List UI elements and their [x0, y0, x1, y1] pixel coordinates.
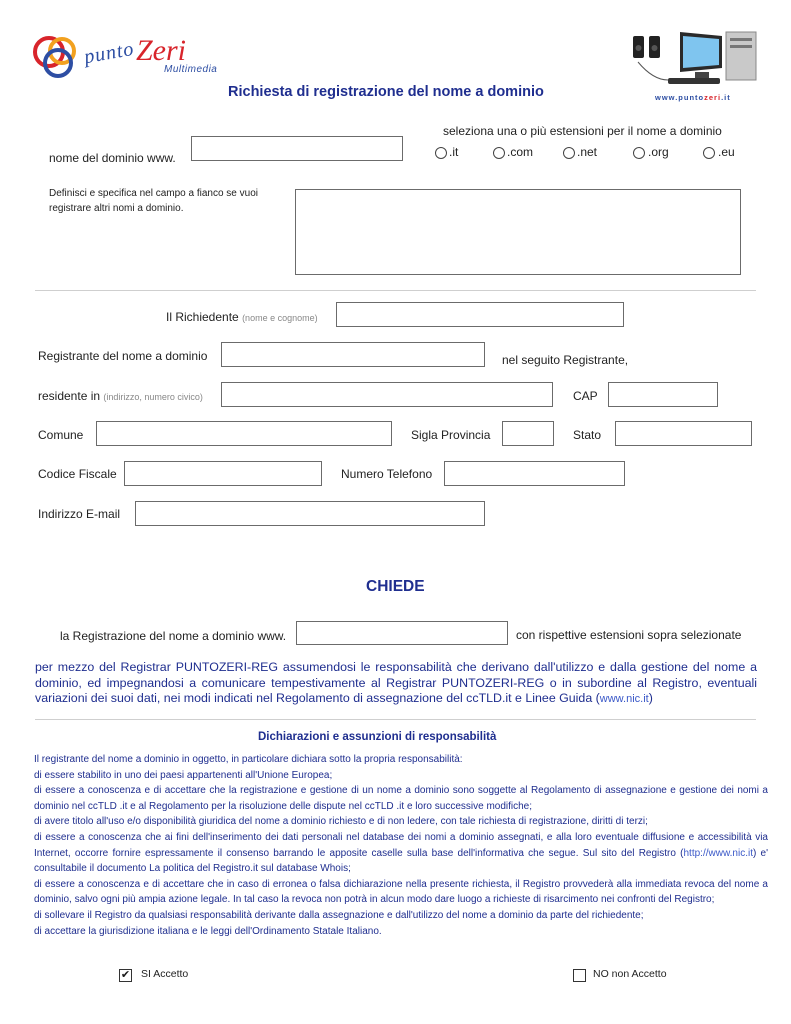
- ext-it-label: .it: [449, 145, 459, 159]
- telefono-input[interactable]: [444, 461, 625, 486]
- ext-net-label: .net: [577, 145, 598, 159]
- registrante-input[interactable]: [221, 342, 485, 367]
- other-domains-label: Definisci e specifica nel campo a fianco se vuoi registrare altri nomi a dominio.: [49, 188, 258, 214]
- declaration-item: di accettare la giurisdizione italiana e le leggi dell'Ordinamento Statale Italiano.: [34, 925, 382, 937]
- radio-ext-com[interactable]: [493, 147, 505, 159]
- other-domains-textarea[interactable]: [295, 189, 741, 275]
- ext-com-label: .com: [507, 145, 534, 159]
- ext-org-label: .org: [648, 145, 669, 159]
- radio-ext-eu[interactable]: [703, 147, 715, 159]
- declaration-item: di essere stabilito in uno dei paesi appartenenti all'Unione Europea;: [34, 769, 333, 781]
- codice-fiscale-input[interactable]: [124, 461, 322, 486]
- declaration-item: di sollevare il Registro da qualsiasi responsabilità derivante dalla assegnazione e dall'utilizzo del nome a dominio da parte del richiedente;: [34, 909, 644, 921]
- logo: [32, 30, 232, 90]
- richiedente-input[interactable]: [336, 302, 624, 327]
- declaration-item: di essere a conoscenza e di accettare che in caso di erronea o falsa dichiarazione nella presente richiesta, il Registro provvederà alla immediata revoca del nome a dominio, salvo ogni più ampia azione legale. In tal caso la revoca non potrà in alcun modo dare luogo a richieste di risarcimento nei confronti del Registro;: [34, 878, 768, 906]
- extensions-prompt: seleziona una o più estensioni per il nome a dominio: [443, 124, 722, 138]
- richiedente-label: [166, 310, 318, 324]
- logo-word-zeri: Zeri: [136, 34, 187, 67]
- divider: [35, 719, 756, 720]
- comune-label: Comune: [38, 428, 84, 442]
- accept-label: SI Accetto: [141, 968, 189, 980]
- website-suffix: .it: [721, 93, 731, 102]
- richiedente-text: Il Richiedente: [166, 310, 239, 324]
- richiedente-hint: (nome e cognome): [242, 313, 318, 323]
- page-title: Richiesta di registrazione del nome a dominio: [228, 84, 544, 100]
- logo-word-punto: punto: [82, 37, 137, 69]
- cap-label: CAP: [573, 389, 598, 403]
- nic-url-link[interactable]: http://www.nic.it: [683, 847, 753, 859]
- website-brand: zeri: [704, 93, 722, 102]
- computer-illustration: [628, 28, 763, 88]
- residente-input[interactable]: [221, 382, 553, 407]
- radio-ext-net[interactable]: [563, 147, 575, 159]
- computer-icon: [628, 28, 763, 88]
- declarations-heading: Dichiarazioni e assunzioni di responsabilità: [258, 731, 497, 743]
- stato-label: Stato: [573, 428, 602, 442]
- request-paragraph-text: per mezzo del Registrar PUNTOZERI-REG assumendosi le responsabilità che derivano dall'utilizzo e dalla gestione del nome a dominio, ed impegnandosi a comunicare tempestivamente al Registrar PUNTOZERI-REG o in subordine al Registro, eventuali variazioni dei suoi dati, nei modi indicati nel Regolamento di assegnazione del ccTLD.it e Linee Guida (: [35, 660, 757, 705]
- privacy-end: ) e' consultabile il documento La politica del Registro.it sul database Whois;: [34, 847, 768, 875]
- email-input[interactable]: [135, 501, 485, 526]
- website-prefix: www.punto: [655, 93, 705, 102]
- logo-rings-icon: [32, 32, 82, 84]
- accept-checkbox[interactable]: [119, 969, 132, 982]
- radio-ext-org[interactable]: [633, 147, 645, 159]
- request-domain-input[interactable]: [296, 621, 508, 645]
- divider: [35, 290, 756, 291]
- provincia-label: Sigla Provincia: [411, 428, 491, 442]
- request-paragraph-end: ): [648, 691, 653, 705]
- declaration-item-privacy: [34, 830, 768, 877]
- decline-label: NO non Accetto: [593, 968, 667, 980]
- decline-checkbox[interactable]: [573, 969, 586, 982]
- registrante-label: Registrante del nome a dominio: [38, 349, 208, 363]
- residente-text: residente in: [38, 389, 101, 403]
- stato-input[interactable]: [615, 421, 752, 446]
- declarations-list: [34, 752, 768, 939]
- comune-input[interactable]: [96, 421, 392, 446]
- check-mark-icon: ✔: [120, 969, 131, 981]
- request-line-suffix: con rispettive estensioni sopra selezionate: [516, 628, 742, 642]
- ext-eu-label: .eu: [718, 145, 735, 159]
- provincia-input[interactable]: [502, 421, 554, 446]
- logo-subtitle: Multimedia: [164, 64, 218, 75]
- declaration-item: Il registrante del nome a dominio in oggetto, in particolare dichiara sotto la propria responsabilità:: [34, 754, 463, 765]
- domain-name-label: nome del dominio www.: [49, 151, 176, 165]
- cap-input[interactable]: [608, 382, 718, 407]
- domain-name-input[interactable]: [191, 136, 403, 161]
- declaration-item: di essere a conoscenza e di accettare che la registrazione e gestione di un nome a dominio sono soggette al Regolamento di assegnazione e gestione dei nomi a dominio nel ccTLD .it e al Regolamento per la risoluzione delle dispute nel ccTLD .it e loro successive modifiche;: [34, 785, 768, 812]
- nic-link[interactable]: www.nic.it: [599, 693, 649, 705]
- declaration-item: di avere titolo all'uso e/o disponibilità giuridica del nome a dominio richiesto e di non ledere, con tale richiesta di registrazione, diritti di terzi;: [34, 816, 648, 828]
- privacy-text: di essere a conoscenza che ai fini dell'inserimento dei dati personali nel database dei nomi a dominio assegnati, e alla loro eventuale diffusione e accessibilità via Internet, occorre fornire espressamente il consenso barrando le apposite caselle sulla base dell'informativa che segue. Sul sito del Registro (: [34, 831, 768, 859]
- radio-ext-it[interactable]: [435, 147, 447, 159]
- request-paragraph: [35, 660, 757, 708]
- codice-fiscale-label: Codice Fiscale: [38, 467, 117, 481]
- residente-label: [38, 389, 203, 403]
- request-line-prefix: la Registrazione del nome a dominio www.: [60, 629, 287, 643]
- website-url[interactable]: [655, 93, 731, 102]
- email-label: Indirizzo E-mail: [38, 507, 121, 521]
- residente-hint: (indirizzo, numero civico): [103, 392, 203, 402]
- telefono-label: Numero Telefono: [341, 467, 433, 481]
- chiede-heading: CHIEDE: [366, 578, 425, 595]
- registrante-suffix: nel seguito Registrante,: [502, 353, 629, 367]
